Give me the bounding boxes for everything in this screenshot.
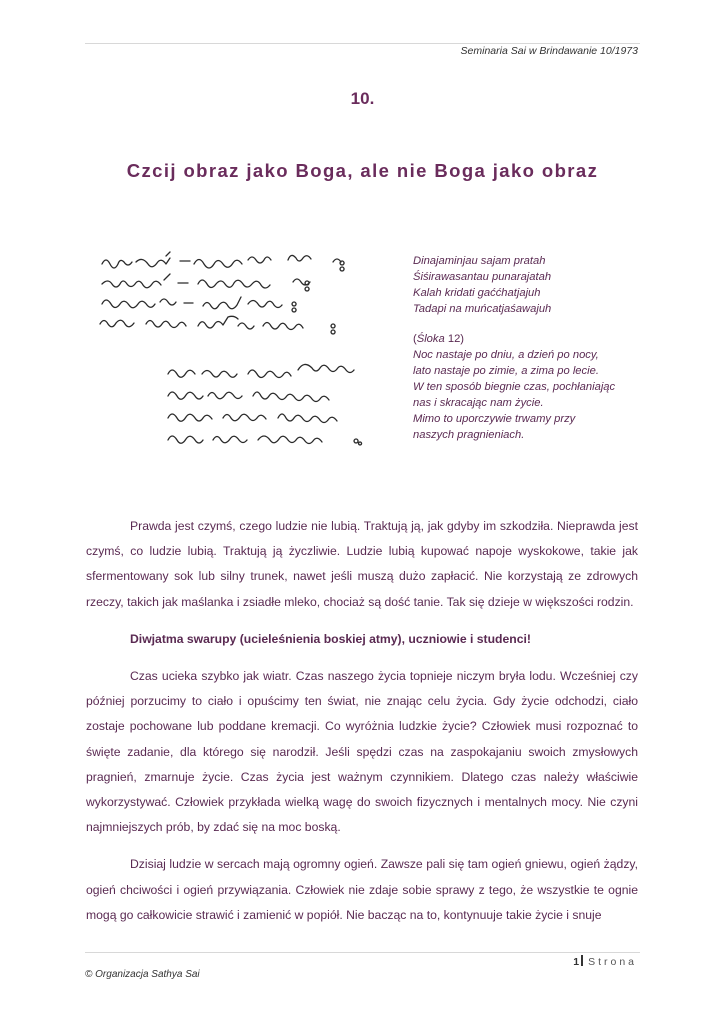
verse-line: Tadapi na muńcatjaśawajuh [413,303,552,315]
handwritten-script-image [98,250,398,450]
translation-line: lato nastaje po zimie, a zima po lecie. [413,365,599,377]
translation-line: W ten sposób biegnie czas, pochłaniając [413,381,616,393]
body-text [86,514,638,940]
translation-line: nas i skracając nam życie. [413,397,544,409]
paragraph: Dzisiaj ludzie w sercach mają ogromny ogień. Zawsze pali się tam ogień gniewu, ogień żądzy, ogień chciwości i ogień przywiązania. Człowiek nie zdaje sobie sprawy z tego, że wszystkie te ognie mogą go całkowicie strawić i zamienić w popiół. Nie bacząc na to, kontynuuje takie życie i snuje [86,857,638,922]
translation-line: naszych pragnieniach. [413,429,525,441]
verse-line: Dinajaminjau sajam pratah [413,255,546,267]
verse-block [413,253,643,443]
running-header: Seminaria Sai w Brindawanie 10/1973 [460,45,638,57]
page-title: Czcij obraz jako Boga, ale nie Boga jako obraz [126,160,599,181]
paragraph: Czas ucieka szybko jak wiatr. Czas naszego życia topnieje niczym bryła lodu. Wcześniej czy później porzucimy to ciało i opuścimy ten świat, nie znając celu życia. Gdy życie odchodzi, ciało zostaje pochowane lub poddane kremacji. Co wyróżnia ludzkie życie? Człowiek musi rozpoznać to święte zadanie, dla którego się narodził. Jeśli spędzi czas na zaspokajaniu swoich zmysłowych pragnień, zmarnuje życie. Czas życia jest ważnym czynnikiem. Dlatego czas należy właściwie wykorzystywać. Człowiek przykłada wielką wagę do swoich fizycznych i mentalnych mocy. Nie czyni najmniejszych prób, by zdać się na moc boską. [86,669,638,835]
paragraph: Prawda jest czymś, czego ludzie nie lubią. Traktują ją, jak gdyby im szkodziła. Nieprawda jest czymś, co ludzie lubią. Traktują ją życzliwie. Ludzie lubią kupować napoje wyskokowe, takie jak sfermentowany sok lub silny trunek, nawet jeśli muszą dużo zapłacić. Nie korzystają ze zdrowych rzeczy, takich jak maślanka i zsiadłe mleko, chociaż są dość tanie. Tak się dzieje w większości rodzin. [86,519,638,609]
handwritten-telugu-verse [98,250,398,450]
chapter-number: 10. [350,89,375,108]
verse-line: Śiśirawasantau punarajatah [413,271,552,283]
verse-line: Kalah kridati gaććhatjajuh [413,287,541,299]
verse-reference: (Śloka 12) [413,333,465,345]
header-rule [85,43,640,44]
footer-copyright: © Organizacja Sathya Sai [85,969,200,980]
section-heading: Diwjatma swarupy (ucieleśnienia boskiej atmy), uczniowie i studenci! [130,631,531,646]
translation-line: Noc nastaje po dniu, a dzień po nocy, [413,349,599,361]
translation-line: Mimo to uporczywie trwamy przy [413,413,576,425]
footer-rule [85,952,640,953]
page-number: 1 Strona [573,956,637,968]
